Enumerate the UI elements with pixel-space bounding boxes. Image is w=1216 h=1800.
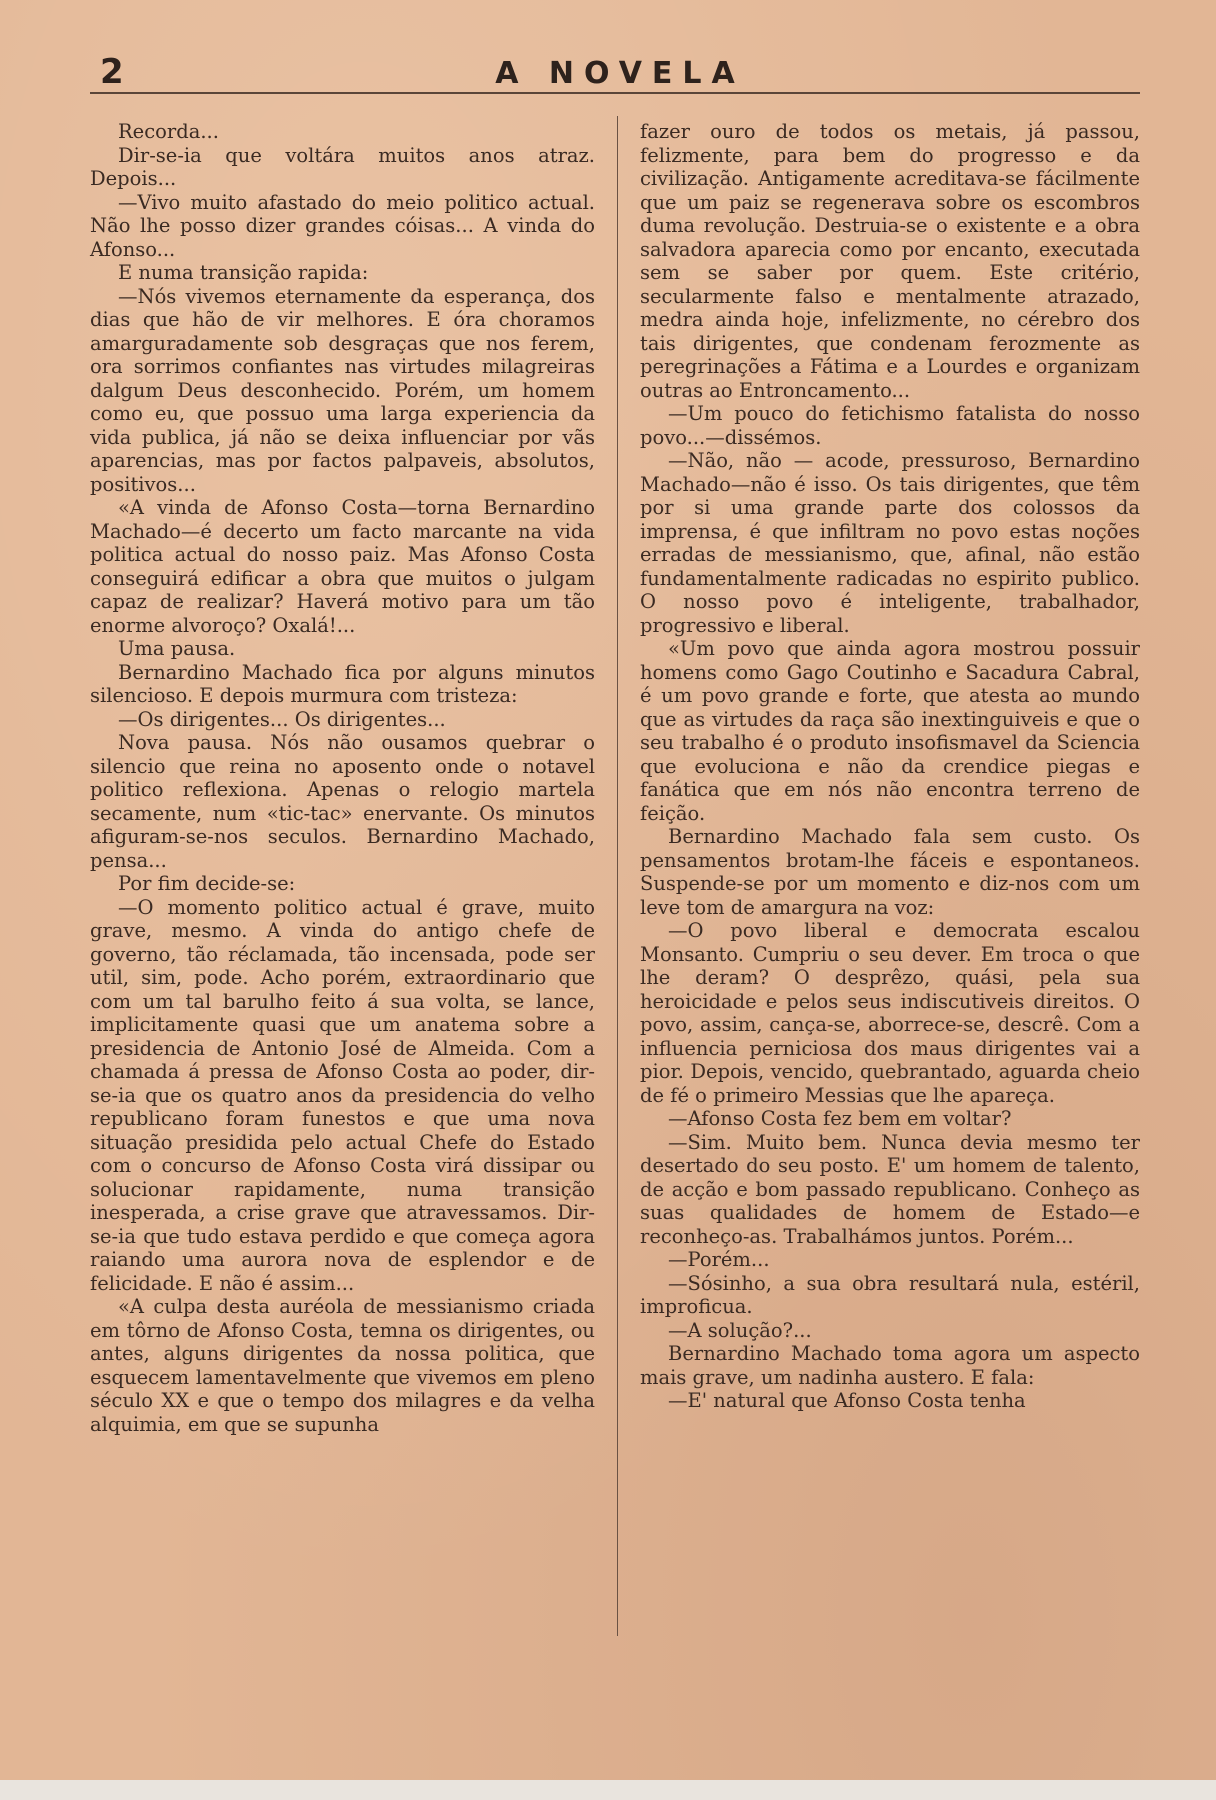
paragraph: fazer ouro de todos os metais, já passou, felizmente, para bem do progresso e da civilização. Antigamente acreditava-se fácilmente que um paiz se regenerava sobre os escombros duma revolução. Destruia-se o existente e a obra salvadora aparecia como por encanto, executada sem se saber por quem. Este critério, secularmente falso e mentalmente atrazado, medra ainda hoje, infelizmente, no cérebro dos tais dirigentes, que condenam ferozmente as peregrinações a Fátima e a Lourdes e organizam outras ao Entroncamento... <box>640 120 1140 402</box>
paragraph: —Não, não — acode, pressuroso, Bernardino Machado—não é isso. Os tais dirigentes, que têm por si uma grande parte dos colossos da imprensa, é que infiltram no povo estas noções erradas de messianismo, que, afinal, não estão fundamentalmente radicadas no espirito publico. O nosso povo é inteligente, trabalhador, progressivo e liberal. <box>640 449 1140 637</box>
paragraph: —O momento politico actual é grave, muito grave, mesmo. A vinda do antigo chefe de governo, tão réclamada, tão incensada, pode ser util, sim, pode. Acho porém, extraordinario que com um tal barulho feito á sua volta, se lance, implicitamente quasi que um anatema sobre a presidencia de Antonio José de Almeida. Com a chamada á pressa de Afonso Costa ao poder, dir-se-ia que os quatro anos da presidencia do velho republicano foram funestos e que uma nova situação presidida pelo actual Chefe do Estado com o concurso de Afonso Costa virá dissipar ou solucionar rapidamente, numa transição inesperada, a crise grave que atravessamos. Dir-se-ia que tudo estava perdido e que começa agora raiando uma aurora nova de esplendor e de felicidade. E não é assim... <box>90 895 595 1295</box>
paragraph: Dir-se-ia que voltára muitos anos atraz. Depois... <box>90 143 595 190</box>
paragraph: —Vivo muito afastado do meio politico actual. Não lhe posso dizer grandes cóisas... A vinda do Afonso... <box>90 190 595 261</box>
paragraph: Bernardino Machado fala sem custo. Os pensamentos brotam-lhe fáceis e espontaneos. Suspende-se por um momento e diz-nos com um leve tom de amargura na voz: <box>640 825 1140 919</box>
page-number: 2 <box>100 52 124 92</box>
paragraph: —Porém... <box>668 1248 770 1271</box>
right-column <box>640 120 1140 1413</box>
paragraph: «A vinda de Afonso Costa—torna Bernardino Machado—é decerto um facto marcante na vida politica actual do nosso paiz. Mas Afonso Costa conseguirá edificar a obra que muitos o julgam capaz de realizar? Haverá motivo para um tão enorme alvoroço? Oxalá!... <box>90 496 595 637</box>
paragraph: —Sósinho, a sua obra resultará nula, estéril, improficua. <box>640 1271 1140 1318</box>
paragraph: —Nós vivemos eternamente da esperança, dos dias que hão de vir melhores. E óra choramos amarguradamente sob desgraças que nos ferem, ora sorrimos confiantes nas virtudes milagreiras dalgum Deus desconhecido. Porém, um homem como eu, que possuo uma larga experiencia da vida publica, já não se deixa influenciar por vãs aparencias, mas por factos palpaveis, absolutos, positivos... <box>90 284 595 496</box>
left-column <box>90 120 595 1436</box>
paragraph: E numa transição rapida: <box>118 261 369 284</box>
masthead-title: A NOVELA <box>495 56 745 91</box>
paragraph: Por fim decide-se: <box>118 872 296 895</box>
page-header <box>100 52 1140 92</box>
paragraph: «A culpa desta auréola de messianismo criada em tôrno de Afonso Costa, temna os dirigentes, ou antes, alguns dirigentes da nossa politica, que esquecem lamentavelmente que vivemos em pleno século XX e que o tempo dos milagres e da velha alquimia, em que se supunha <box>90 1295 595 1436</box>
page-edge <box>0 1780 1216 1800</box>
paragraph: —Afonso Costa fez bem em voltar? <box>668 1107 1012 1130</box>
paragraph: Recorda... <box>118 120 219 143</box>
paragraph: Bernardino Machado toma agora um aspecto mais grave, um nadinha austero. E fala: <box>640 1342 1140 1389</box>
header-rule <box>90 92 1140 94</box>
paragraph: —Os dirigentes... Os dirigentes... <box>118 707 446 731</box>
paragraph: «Um povo que ainda agora mostrou possuir homens como Gago Coutinho e Sacadura Cabral, é um povo grande e forte, que atesta ao mundo que as virtudes da raça são inextinguiveis e que o seu trabalho é o produto insofismavel da Sciencia que evoluciona e não da crendice piegas e fanática que em nós não encontra terreno de feição. <box>640 637 1140 825</box>
paragraph: —A solução?... <box>668 1318 812 1342</box>
paragraph: Nova pausa. Nós não ousamos quebrar o silencio que reina no aposento onde o notavel politico reflexiona. Apenas o relogio martela secamente, num «tic-tac» enervante. Os minutos afiguram-se-nos seculos. Bernardino Machado, pensa... <box>90 731 595 872</box>
paragraph: Bernardino Machado fica por alguns minutos silencioso. E depois murmura com tristeza: <box>90 660 595 707</box>
paragraph: —Sim. Muito bem. Nunca devia mesmo ter desertado do seu posto. E' um homem de talento, de acção e bom passado republicano. Conheço as suas qualidades de homem de Estado—e reconheço-as. Trabalhámos juntos. Porém... <box>640 1130 1140 1248</box>
paragraph: Uma pausa. <box>118 637 236 660</box>
paragraph: —Um pouco do fetichismo fatalista do nosso povo...—dissémos. <box>640 402 1140 449</box>
paragraph: —O povo liberal e democrata escalou Monsanto. Cumpriu o seu dever. Em troca o que lhe deram? O desprêzo, quási, pela sua heroicidade e pelos seus indiscutiveis direitos. O povo, assim, cança-se, aborrece-se, descrê. Com a influencia perniciosa dos maus dirigentes vai a pior. Depois, vencido, quebrantado, aguarda cheio de fé o primeiro Messias que lhe apareça. <box>640 919 1140 1107</box>
paragraph: —E' natural que Afonso Costa tenha <box>668 1389 1026 1412</box>
column-divider <box>617 116 618 1636</box>
